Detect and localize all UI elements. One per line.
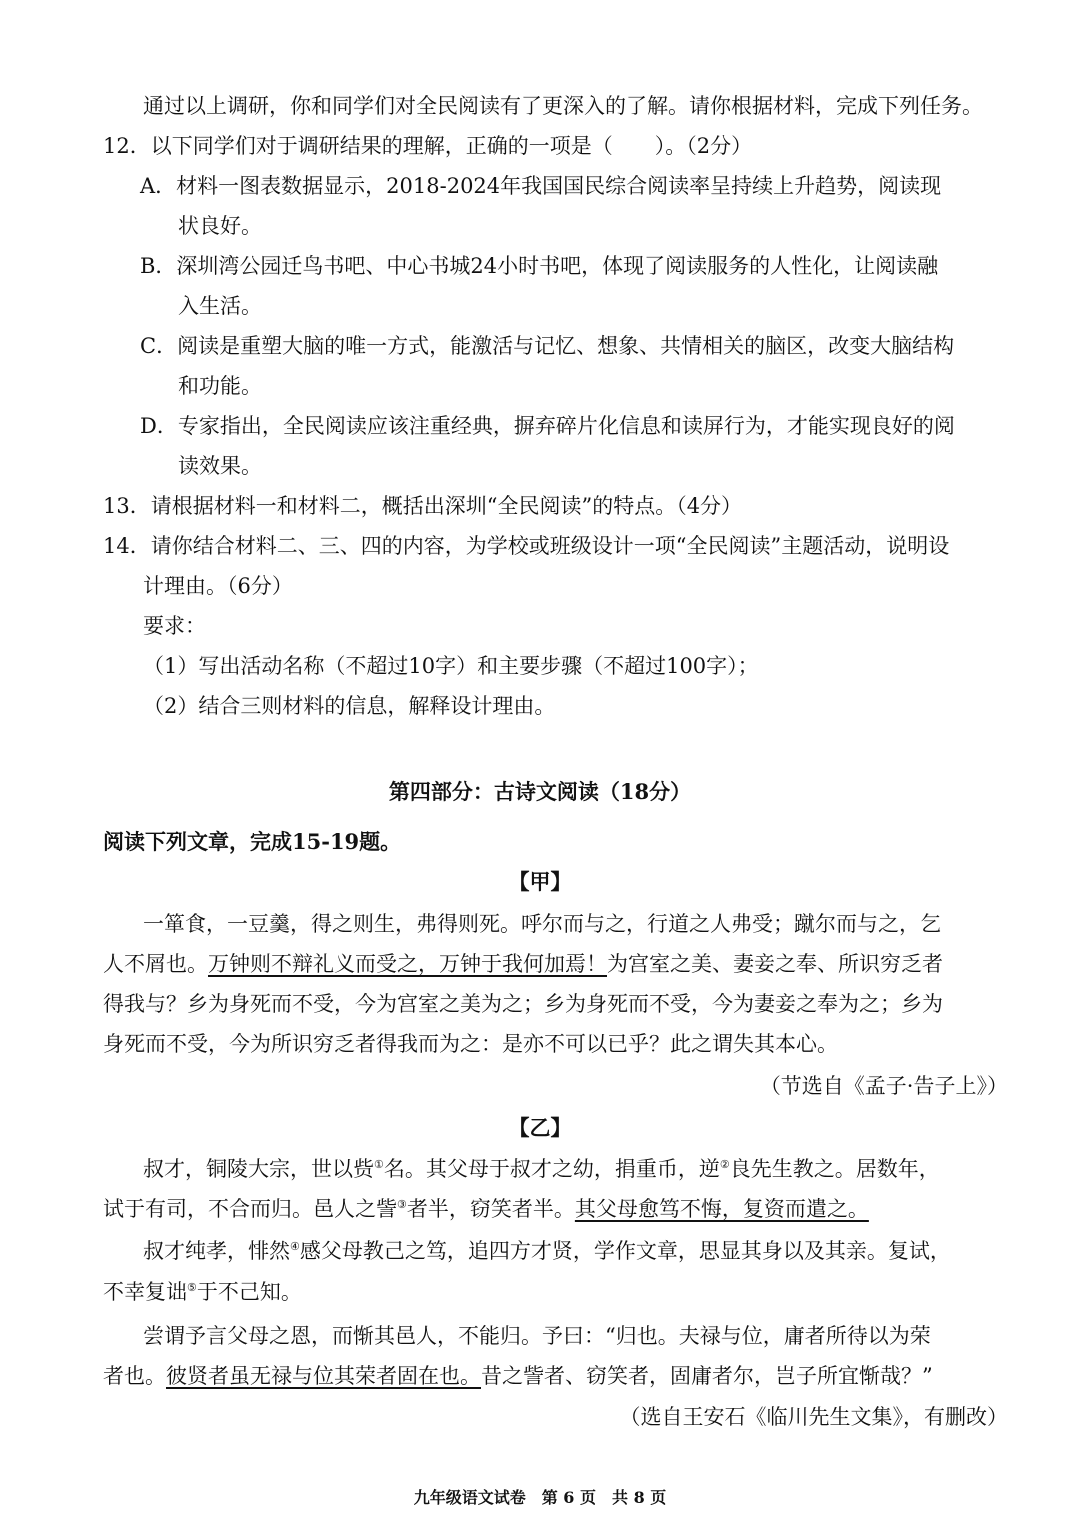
- passage-jia-line: 身死而不受，今为所识穷乏者得我而为之：是亦不可以已乎？此之谓失其本心。: [103, 1032, 838, 1056]
- passage-yi-line: [103, 1362, 933, 1390]
- page-footer: 九年级语文试卷 第 6 页 共 8 页: [413, 1488, 667, 1507]
- q12-stem: 12．以下同学们对于调研结果的理解，正确的一项是（ ）。（2分）: [103, 134, 753, 158]
- footnote-marker: ①: [374, 1158, 384, 1171]
- underlined-sentence: 其父母愈笃不悔，复资而遣之。: [574, 1197, 869, 1221]
- passage-yi-line: [143, 1155, 940, 1183]
- q12-option-d-cont: 读效果。: [178, 454, 262, 478]
- passage-text: 为宫室之美、妻妾之奉、所识穷乏者: [607, 952, 943, 976]
- passage-text: 叔才纯孝，悱然: [143, 1239, 290, 1263]
- passage-yi-line: 尝谓予言父母之恩，而惭其邑人，不能归。予曰：“归也。夫禄与位，庸者所待以为荣: [143, 1324, 931, 1348]
- footnote-marker: ②: [719, 1158, 730, 1171]
- passage-jia-line: [103, 950, 943, 978]
- footnote-marker: ③: [397, 1198, 407, 1211]
- q14-text-cont: 计理由。（6分）: [143, 574, 293, 598]
- q12-option-d: D．专家指出，全民阅读应该注重经典，摒弃碎片化信息和读屏行为，才能实现良好的阅: [140, 414, 955, 438]
- q12-option-a-cont: 状良好。: [178, 214, 262, 238]
- passage-text: 人不屑也。: [103, 952, 208, 976]
- passage-yi-line: [143, 1237, 951, 1265]
- q14-requirement-2: （2）结合三则材料的信息，解释设计理由。: [143, 694, 556, 718]
- q14-requirements-label: 要求：: [143, 614, 206, 638]
- q12-option-c: C．阅读是重塑大脑的唯一方式，能激活与记忆、想象、共情相关的脑区，改变大脑结构: [140, 334, 955, 358]
- passage-text: 良先生教之。居数年，: [729, 1157, 940, 1181]
- passage-yi-line: [103, 1278, 302, 1306]
- passage-text: 于不己知。: [196, 1280, 302, 1304]
- passage-text: 者也。: [103, 1364, 166, 1388]
- underlined-sentence: 万钟则不辩礼义而受之，万钟于我何加焉！: [208, 952, 607, 976]
- passage-yi-line: [103, 1195, 869, 1223]
- passage-text: 叔才，铜陵大宗，世以赀: [143, 1157, 374, 1181]
- passage-jia-line: 得我与？乡为身死而不受，今为宫室之美为之；乡为身死而不受，今为妻妾之奉为之；乡为: [103, 992, 943, 1016]
- passage-text: 感父母教己之笃，追四方才贤，学作文章，思显其身以及其亲。复试，: [299, 1239, 951, 1263]
- passage-jia-heading: 【甲】: [508, 869, 572, 894]
- passage-text: 不幸复诎: [103, 1280, 187, 1304]
- q12-option-a: A．材料一图表数据显示，2018-2024年我国国民综合阅读率呈持续上升趋势，阅读现: [140, 174, 942, 198]
- passage-yi-source: （选自王安石《临川先生文集》，有删改）: [619, 1405, 1008, 1429]
- q14-text: 14．请你结合材料二、三、四的内容，为学校或班级设计一项“全民阅读”主题活动，说明设: [103, 534, 950, 558]
- footnote-marker: ⑤: [187, 1281, 197, 1294]
- passage-text: 昔之訾者、窃笑者，固庸者尔，岂子所宜惭哉？”: [481, 1364, 933, 1388]
- q12-option-c-cont: 和功能。: [178, 374, 262, 398]
- passage-yi-heading: 【乙】: [508, 1115, 572, 1140]
- q12-option-b: B．深圳湾公园迁鸟书吧、中心书城24小时书吧，体现了阅读服务的人性化，让阅读融: [140, 254, 939, 278]
- section-instruction: 阅读下列文章，完成15-19题。: [103, 829, 402, 854]
- footnote-marker: ④: [290, 1240, 300, 1253]
- passage-text: 试于有司，不合而归。邑人之訾: [103, 1197, 397, 1221]
- underlined-sentence: 彼贤者虽无禄与位其荣者固在也。: [166, 1364, 481, 1388]
- section-title: 第四部分：古诗文阅读（18分）: [388, 779, 692, 804]
- passage-jia-source: （节选自《孟子·告子上》）: [759, 1074, 1008, 1098]
- q12-option-b-cont: 入生活。: [178, 294, 262, 318]
- passage-text: 名。其父母于叔才之幼，捐重币，逆: [383, 1157, 720, 1181]
- passage-jia-line: 一箪食，一豆羹，得之则生，弗得则死。呼尔而与之，行道之人弗受；蹴尔而与之，乞: [143, 912, 941, 936]
- passage-text: 者半，窃笑者半。: [406, 1197, 575, 1221]
- q13-text: 13．请根据材料一和材料二，概括出深圳“全民阅读”的特点。（4分）: [103, 494, 743, 518]
- q14-requirement-1: （1）写出活动名称（不超过10字）和主要步骤（不超过100字）；: [143, 654, 759, 678]
- intro-text: 通过以上调研，你和同学们对全民阅读有了更深入的了解。请你根据材料，完成下列任务。: [143, 94, 983, 118]
